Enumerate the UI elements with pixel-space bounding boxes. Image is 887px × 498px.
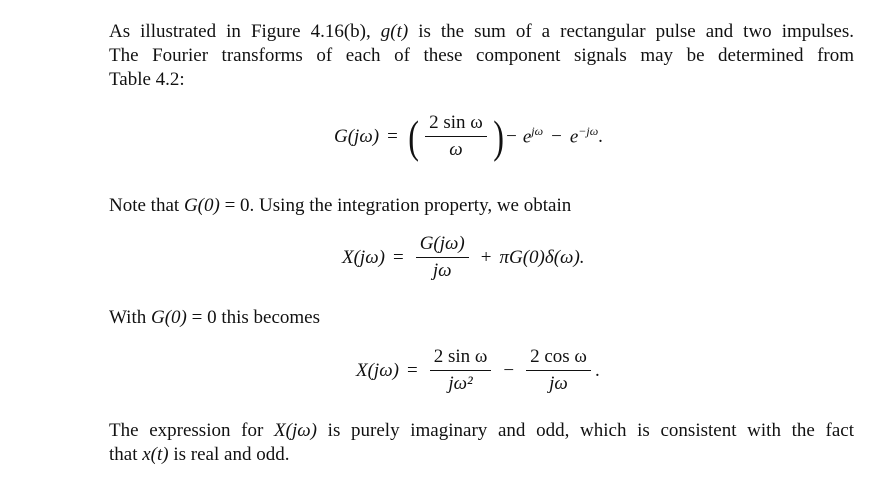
eq3-denominator-2: jω: [549, 373, 568, 394]
eq1-lhs: G(jω): [334, 125, 380, 147]
eq1-exp-pos: $e^{j\omega}$: [522, 124, 544, 148]
conclusion-line-1: The expression for X(jω) is purely imaginary and odd, which is consistent with the fact: [109, 420, 854, 441]
x-of-t: x(t): [142, 444, 169, 465]
equation-x-integration: [342, 233, 585, 282]
eq3-denominator-1: jω²: [448, 373, 473, 394]
eq1-period: .: [598, 125, 603, 147]
eq2-plus: +: [480, 246, 492, 268]
g-zero: G(0): [183, 195, 220, 216]
eq3-minus: −: [503, 359, 515, 381]
x-of-jw: X(jω): [274, 420, 317, 441]
eq2-rest: πG(0)δ(ω).: [499, 246, 585, 268]
eq3-lhs: X(jω): [356, 359, 399, 381]
g-of-t: g(t): [380, 21, 409, 42]
intro-line-3: Table 4.2:: [109, 69, 185, 90]
paragraph-with-g0: With G(0) = 0 this becomes: [109, 307, 321, 328]
left-paren: (: [408, 110, 419, 162]
equation-x-final: [356, 346, 600, 395]
eq3-numerator-1: 2 sin ω: [430, 346, 492, 371]
paragraph-intro: [109, 20, 854, 92]
eq2-numerator: G(jω): [416, 233, 469, 258]
g-zero-2: G(0): [150, 307, 187, 328]
eq2-denominator: jω: [432, 260, 452, 281]
eq2-lhs: X(jω): [342, 246, 385, 268]
eq3-fraction-2: [526, 346, 591, 395]
equation-g-transform: [334, 112, 603, 161]
eq1-minus-1: −: [506, 125, 517, 147]
eq1-denominator: ω: [449, 139, 463, 160]
paragraph-conclusion: [109, 419, 854, 467]
eq2-equals: =: [392, 246, 404, 268]
eq1-equals: =: [387, 125, 398, 147]
right-paren: ): [493, 110, 504, 162]
eq1-exp-neg: $e^{-j\omega}$: [569, 124, 599, 148]
eq1-fraction: [425, 112, 487, 161]
conclusion-line-2: that x(t) is real and odd.: [109, 444, 290, 465]
eq1-minus-2: −: [551, 125, 562, 147]
intro-line-1: As illustrated in Figure 4.16(b), g(t) is the sum of a rectangular pulse and two impulses.: [109, 21, 855, 42]
paragraph-note: Note that G(0) = 0. Using the integration property, we obtain: [109, 195, 572, 216]
eq1-numerator: 2 sin ω: [425, 112, 487, 137]
intro-line-2: The Fourier transforms of each of these component signals may be determined from: [109, 45, 854, 66]
eq3-fraction-1: [430, 346, 492, 395]
eq2-fraction: [416, 233, 469, 282]
eq3-equals: =: [406, 359, 418, 381]
eq3-numerator-2: 2 cos ω: [526, 346, 591, 371]
eq3-period: .: [594, 359, 600, 381]
